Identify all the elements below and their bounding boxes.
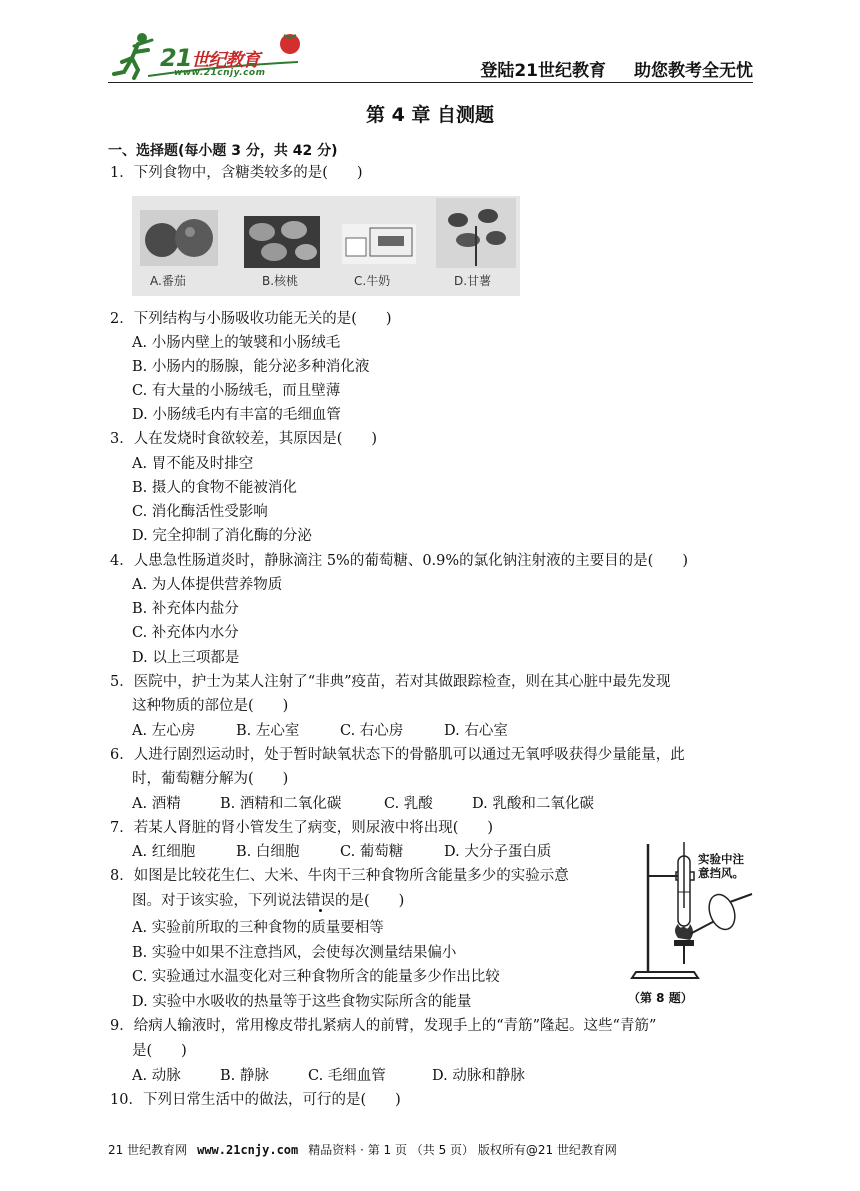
- question-7-option-a[interactable]: A. 红细胞: [132, 844, 196, 860]
- question-7-option-b[interactable]: B. 白细胞: [236, 844, 300, 860]
- question-8-figure: [618, 838, 758, 1010]
- question-9-stem-line2: 是( ): [132, 1043, 187, 1059]
- question-2-option-b[interactable]: B. 小肠内的肠腺，能分泌多种消化液: [132, 359, 370, 375]
- question-3-option-c[interactable]: C. 消化酶活性受影响: [132, 504, 268, 520]
- question-1-figure: [132, 196, 520, 296]
- logo-url: www.21cnjy.com: [174, 68, 266, 78]
- question-6-stem-line1: 6．人进行剧烈运动时，处于暂时缺氧状态下的骨骼肌可以通过无氧呼吸获得少量能量，此: [110, 747, 685, 763]
- figure-note-line2: 意挡风。: [698, 866, 744, 880]
- question-8-stem-line1: 8．如图是比较花生仁、大米、牛肉干三种食物所含能量多少的实验示意: [110, 868, 569, 884]
- question-5-option-d[interactable]: D. 右心室: [444, 723, 508, 739]
- question-6-option-b[interactable]: B. 酒精和二氧化碳: [220, 796, 342, 812]
- question-5-option-c[interactable]: C. 右心房: [340, 723, 404, 739]
- figure-caption-c: C.牛奶: [354, 274, 391, 288]
- question-4-option-b[interactable]: B. 补充体内盐分: [132, 601, 239, 617]
- question-6-option-d[interactable]: D. 乳酸和二氧化碳: [472, 796, 594, 812]
- question-4-option-a[interactable]: A. 为人体提供营养物质: [132, 577, 283, 593]
- question-8-stem-post: 的是( ): [335, 893, 405, 909]
- question-9-option-a[interactable]: A. 动脉: [132, 1068, 181, 1084]
- question-7-option-d[interactable]: D. 大分子蛋白质: [444, 844, 552, 860]
- site-logo[interactable]: [108, 26, 308, 82]
- page-header: [108, 26, 753, 82]
- figure-note: [698, 852, 744, 880]
- header-slogan: [480, 56, 753, 81]
- figure-8-caption: （第 8 题）: [628, 991, 693, 1005]
- figure-caption-a: A.番茄: [150, 274, 186, 288]
- question-5-option-b[interactable]: B. 左心室: [236, 723, 300, 739]
- question-5-option-a[interactable]: A. 左心房: [132, 723, 196, 739]
- question-6-stem-line2: 时，葡萄糖分解为( ): [132, 771, 289, 787]
- question-10-stem: 10．下列日常生活中的做法，可行的是( ): [110, 1092, 401, 1108]
- question-9-option-d[interactable]: D. 动脉和静脉: [432, 1068, 525, 1084]
- question-9-option-c[interactable]: C. 毛细血管: [308, 1068, 386, 1084]
- question-9-options: [132, 1066, 525, 1086]
- question-5-stem-line1: 5．医院中，护士为某人注射了“非典”疫苗，若对其做跟踪检查，则在其心脏中最先发现: [110, 674, 671, 690]
- question-1-stem: 1．下列食物中，含糖类较多的是( ): [110, 165, 363, 181]
- page-title: 第 4 章 自测题: [365, 104, 495, 126]
- question-8-emphasis: 错误: [306, 893, 335, 909]
- question-8-option-c[interactable]: C. 实验通过水温变化对三种食物所含的能量多少作出比较: [132, 969, 500, 985]
- figure-caption-d: D.甘薯: [454, 274, 492, 288]
- question-8-stem-line2: [132, 891, 404, 911]
- question-2-stem: 2．下列结构与小肠吸收功能无关的是( ): [110, 311, 392, 327]
- question-3-option-a[interactable]: A. 胃不能及时排空: [132, 456, 254, 472]
- question-9-option-b[interactable]: B. 静脉: [220, 1068, 269, 1084]
- question-2-option-d[interactable]: D. 小肠绒毛内有丰富的毛细血管: [132, 407, 341, 423]
- logo-number: 21: [160, 44, 192, 72]
- question-3-stem: 3．人在发烧时食欲较差，其原因是( ): [110, 431, 378, 447]
- question-4-stem: 4．人患急性肠道炎时，静脉滴注 5%的葡萄糖、0.9%的氯化钠注射液的主要目的是( ): [110, 553, 688, 569]
- figure-note-line1: 实验中注: [698, 852, 744, 866]
- logo-chinese: 世纪教育: [191, 50, 260, 71]
- question-6-option-a[interactable]: A. 酒精: [132, 796, 181, 812]
- page-footer: [108, 1141, 617, 1158]
- question-2-option-a[interactable]: A. 小肠内壁上的皱襞和小肠绒毛: [132, 335, 341, 351]
- question-8-option-d[interactable]: D. 实验中水吸收的热量等于这些食物实际所含的能量: [132, 994, 472, 1010]
- question-6-options: [132, 794, 594, 814]
- section-heading: 一、选择题(每小题 3 分，共 42 分): [108, 143, 338, 159]
- question-2-option-c[interactable]: C. 有大量的小肠绒毛，而且壁薄: [132, 383, 341, 399]
- question-3-option-d[interactable]: D. 完全抑制了消化酶的分泌: [132, 528, 312, 544]
- question-4-option-d[interactable]: D. 以上三项都是: [132, 650, 240, 666]
- question-7-option-c[interactable]: C. 葡萄糖: [340, 844, 404, 860]
- question-7-stem: 7．若某人肾脏的肾小管发生了病变，则尿液中将出现( ): [110, 820, 494, 836]
- question-5-stem-line2: 这种物质的部位是( ): [132, 698, 289, 714]
- slogan-right: 助您教考全无忧: [634, 61, 753, 81]
- footer-url-link[interactable]: www.21cnjy.com: [197, 1143, 299, 1157]
- question-7-options: [132, 842, 551, 862]
- question-8-option-b[interactable]: B. 实验中如果不注意挡风，会使每次测量结果偏小: [132, 945, 457, 961]
- slogan-left: 登陆21世纪教育: [480, 61, 606, 81]
- figure-caption-b: B.核桃: [262, 274, 299, 288]
- footer-info: 精品资料 · 第 1 页 （共 5 页） 版权所有@21 世纪教育网: [308, 1143, 617, 1157]
- question-8-option-a[interactable]: A. 实验前所取的三种食物的质量要相等: [132, 920, 384, 936]
- question-8-stem-pre: 图。对于该实验，下列说法: [132, 893, 306, 909]
- footer-site: 21 世纪教育网: [108, 1143, 188, 1157]
- question-5-options: [132, 721, 508, 741]
- question-3-option-b[interactable]: B. 摄人的食物不能被消化: [132, 480, 297, 496]
- question-4-option-c[interactable]: C. 补充体内水分: [132, 625, 239, 641]
- question-9-stem-line1: 9．给病人输液时，常用橡皮带扎紧病人的前臂，发现手上的“青筋”隆起。这些“青筋”: [110, 1018, 657, 1034]
- header-divider: [108, 82, 753, 83]
- question-6-option-c[interactable]: C. 乳酸: [384, 796, 433, 812]
